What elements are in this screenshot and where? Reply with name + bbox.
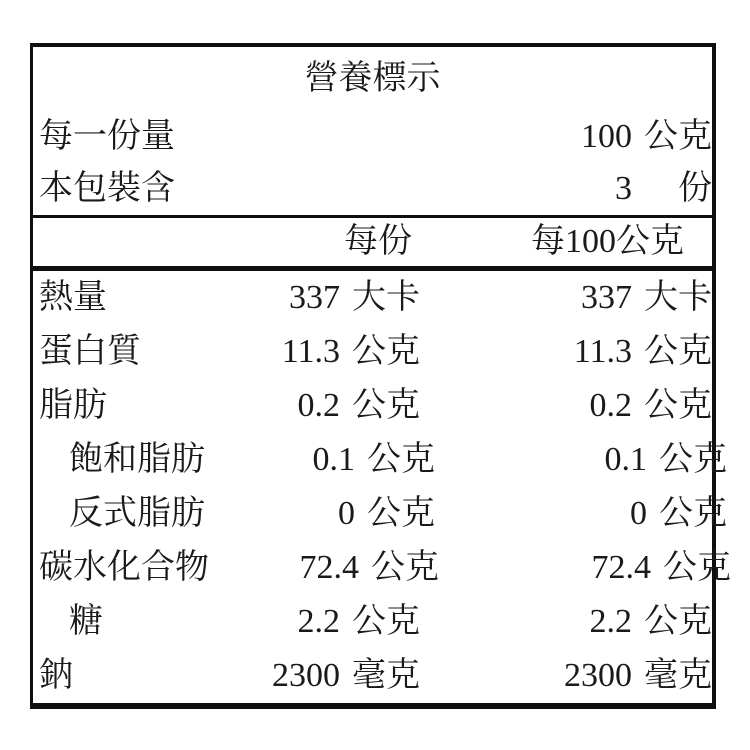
per-serving-cell (190, 659, 420, 693)
per-serving-unit: 大卡 (352, 279, 420, 316)
column-header-row (33, 218, 712, 266)
nutrition-label (30, 43, 731, 709)
per-serving-unit: 公克 (367, 441, 435, 478)
nutrient-row-saturated-fat (33, 433, 727, 487)
servings-per-package-value: 3 (615, 170, 632, 207)
serving-size-row (33, 111, 712, 163)
nutrient-row-carbohydrate (33, 541, 731, 595)
per-serving-cell (205, 443, 435, 477)
per-100g-value: 11.3 (573, 333, 632, 370)
per-100g-cell (435, 497, 727, 531)
per-serving-value: 0.2 (297, 387, 340, 424)
per-100g-unit: 公克 (663, 549, 731, 586)
nutrient-name: 糖 (69, 603, 103, 640)
servings-per-package-label: 本包裝含 (39, 170, 175, 207)
per-serving-cell (190, 389, 420, 423)
per-100g-unit: 公克 (644, 333, 712, 370)
column-header-per-100g: 每100公克 (531, 223, 684, 260)
per-100g-cell (439, 551, 731, 585)
per-100g-cell (420, 281, 712, 315)
column-header-per-serving: 每份 (344, 223, 412, 260)
per-serving-cell (190, 605, 420, 639)
per-100g-cell (420, 659, 712, 693)
per-100g-value: 0 (630, 495, 647, 532)
per-100g-unit: 公克 (659, 495, 727, 532)
serving-size-label: 每一份量 (39, 118, 175, 155)
per-serving-value: 2.2 (297, 603, 340, 640)
per-serving-cell (205, 497, 435, 531)
nutrient-row-sodium (33, 649, 712, 703)
servings-per-package-cell (420, 172, 712, 206)
per-100g-value: 72.4 (591, 549, 651, 586)
nutrient-row-protein (33, 325, 712, 379)
serving-size-value: 100 (581, 118, 632, 155)
nutrient-name: 飽和脂肪 (69, 441, 205, 478)
per-serving-value: 337 (289, 279, 340, 316)
per-serving-value: 11.3 (281, 333, 340, 370)
per-serving-cell (190, 335, 420, 369)
per-serving-value: 0.1 (312, 441, 355, 478)
per-serving-value: 0 (338, 495, 355, 532)
per-100g-unit: 公克 (659, 441, 727, 478)
per-serving-cell (209, 551, 439, 585)
per-100g-cell (420, 605, 712, 639)
per-100g-value: 0.2 (589, 387, 632, 424)
servings-per-package-unit: 份 (678, 170, 712, 207)
per-serving-unit: 公克 (352, 333, 420, 370)
per-100g-cell (420, 389, 712, 423)
nutrient-row-sugar (33, 595, 712, 649)
per-100g-unit: 大卡 (644, 279, 712, 316)
nutrient-name: 蛋白質 (39, 333, 141, 370)
nutrient-name: 熱量 (39, 279, 107, 316)
serving-size-unit: 公克 (644, 118, 712, 155)
label-title: 營養標示 (304, 60, 441, 97)
per-100g-value: 2300 (564, 657, 632, 694)
per-serving-unit: 公克 (371, 549, 439, 586)
per-100g-cell (435, 443, 727, 477)
per-serving-unit: 公克 (352, 603, 420, 640)
per-100g-cell (420, 335, 712, 369)
per-100g-unit: 公克 (644, 603, 712, 640)
nutrient-row-trans-fat (33, 487, 727, 541)
per-100g-value: 337 (581, 279, 632, 316)
per-serving-cell (190, 281, 420, 315)
per-serving-value: 72.4 (299, 549, 359, 586)
nutrient-row-calories (33, 271, 712, 325)
nutrient-name: 反式脂肪 (69, 495, 205, 532)
nutrient-name: 脂肪 (39, 387, 107, 424)
per-serving-unit: 公克 (352, 387, 420, 424)
serving-size-cell (420, 120, 712, 154)
per-serving-unit: 毫克 (352, 657, 420, 694)
label-title-row (33, 47, 712, 111)
per-serving-unit: 公克 (367, 495, 435, 532)
servings-per-package-row (33, 163, 712, 215)
per-100g-unit: 毫克 (644, 657, 712, 694)
per-serving-value: 2300 (272, 657, 340, 694)
per-100g-value: 2.2 (589, 603, 632, 640)
per-100g-value: 0.1 (604, 441, 647, 478)
nutrient-row-fat (33, 379, 712, 433)
per-100g-unit: 公克 (644, 387, 712, 424)
nutrient-name: 鈉 (39, 657, 73, 694)
nutrient-name: 碳水化合物 (39, 549, 209, 586)
